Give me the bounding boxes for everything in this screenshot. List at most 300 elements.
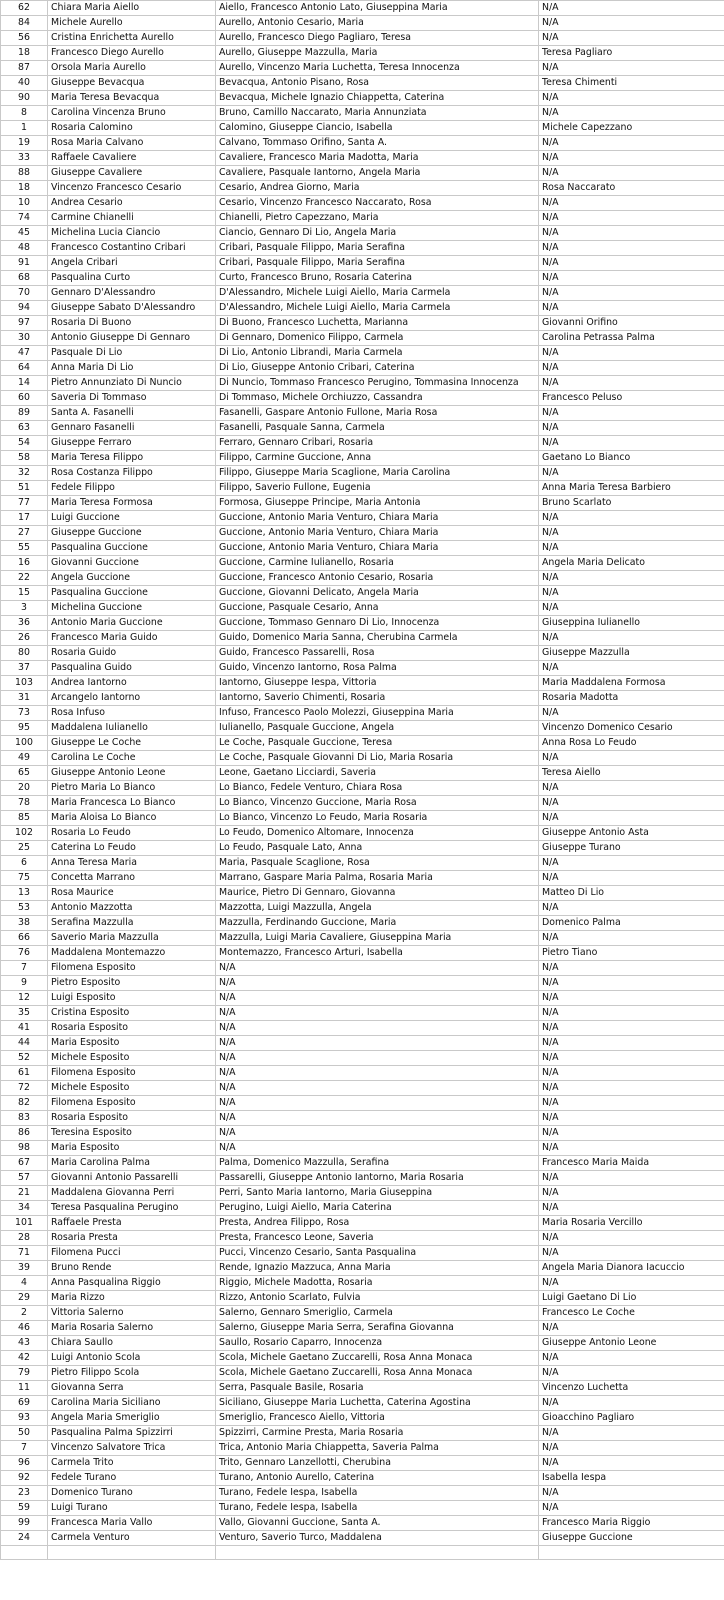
id-cell[interactable]: 74 (1, 211, 48, 226)
id-cell[interactable]: 50 (1, 1426, 48, 1441)
spouse-cell[interactable]: Francesco Peluso (539, 391, 724, 406)
id-cell[interactable]: 94 (1, 301, 48, 316)
id-cell[interactable]: 23 (1, 1486, 48, 1501)
name-cell[interactable]: Andrea Cesario (48, 196, 216, 211)
parents-cell[interactable]: N/A (216, 1051, 539, 1066)
name-cell[interactable]: Filomena Pucci (48, 1246, 216, 1261)
name-cell[interactable]: Rosa Maria Calvano (48, 136, 216, 151)
parents-cell[interactable]: Vallo, Giovanni Guccione, Santa A. (216, 1516, 539, 1531)
id-cell[interactable]: 7 (1, 961, 48, 976)
spouse-cell[interactable]: N/A (539, 976, 724, 991)
parents-cell[interactable]: Cribari, Pasquale Filippo, Maria Serafina (216, 256, 539, 271)
parents-cell[interactable]: Guccione, Antonio Maria Venturo, Chiara Maria (216, 541, 539, 556)
name-cell[interactable]: Pasqualina Guccione (48, 541, 216, 556)
name-cell[interactable]: Serafina Mazzulla (48, 916, 216, 931)
name-cell[interactable]: Luigi Esposito (48, 991, 216, 1006)
spouse-cell[interactable]: N/A (539, 61, 724, 76)
id-cell[interactable]: 84 (1, 16, 48, 31)
spouse-cell[interactable]: N/A (539, 1486, 724, 1501)
id-cell[interactable]: 101 (1, 1216, 48, 1231)
parents-cell[interactable]: Pucci, Vincenzo Cesario, Santa Pasqualina (216, 1246, 539, 1261)
parents-cell[interactable]: Guccione, Pasquale Cesario, Anna (216, 601, 539, 616)
name-cell[interactable]: Maddalena Iulianello (48, 721, 216, 736)
id-cell[interactable]: 71 (1, 1246, 48, 1261)
parents-cell[interactable]: Presta, Francesco Leone, Saveria (216, 1231, 539, 1246)
id-cell[interactable]: 56 (1, 31, 48, 46)
id-cell[interactable]: 99 (1, 1516, 48, 1531)
spouse-cell[interactable]: N/A (539, 361, 724, 376)
spouse-cell[interactable]: N/A (539, 1171, 724, 1186)
spouse-cell[interactable]: N/A (539, 271, 724, 286)
id-cell[interactable]: 14 (1, 376, 48, 391)
id-cell[interactable]: 70 (1, 286, 48, 301)
parents-cell[interactable]: N/A (216, 1111, 539, 1126)
name-cell[interactable]: Maria Rosaria Salerno (48, 1321, 216, 1336)
id-cell[interactable]: 18 (1, 181, 48, 196)
name-cell[interactable]: Vittoria Salerno (48, 1306, 216, 1321)
spouse-cell[interactable]: N/A (539, 286, 724, 301)
id-cell[interactable]: 59 (1, 1501, 48, 1516)
parents-cell[interactable]: Lo Feudo, Domenico Altomare, Innocenza (216, 826, 539, 841)
name-cell[interactable]: Giuseppe Ferraro (48, 436, 216, 451)
name-cell[interactable]: Anna Teresa Maria (48, 856, 216, 871)
spouse-cell[interactable]: N/A (539, 151, 724, 166)
id-cell[interactable]: 76 (1, 946, 48, 961)
name-cell[interactable]: Pasqualina Palma Spizzirri (48, 1426, 216, 1441)
spouse-cell[interactable]: Giuseppe Turano (539, 841, 724, 856)
name-cell[interactable]: Chiara Maria Aiello (48, 1, 216, 16)
parents-cell[interactable]: N/A (216, 1096, 539, 1111)
name-cell[interactable]: Maria Teresa Filippo (48, 451, 216, 466)
spouse-cell[interactable]: Isabella Iespa (539, 1471, 724, 1486)
name-cell[interactable]: Michele Aurello (48, 16, 216, 31)
spouse-cell[interactable]: N/A (539, 1036, 724, 1051)
id-cell[interactable]: 42 (1, 1351, 48, 1366)
spouse-cell[interactable]: N/A (539, 1111, 724, 1126)
spouse-cell[interactable]: N/A (539, 571, 724, 586)
id-cell[interactable]: 15 (1, 586, 48, 601)
spouse-cell[interactable]: N/A (539, 871, 724, 886)
spouse-cell[interactable]: Matteo Di Lio (539, 886, 724, 901)
spouse-cell[interactable]: Anna Rosa Lo Feudo (539, 736, 724, 751)
spouse-cell[interactable]: N/A (539, 856, 724, 871)
name-cell[interactable]: Rosaria Guido (48, 646, 216, 661)
parents-cell[interactable]: Trica, Antonio Maria Chiappetta, Saveria Palma (216, 1441, 539, 1456)
id-cell[interactable]: 100 (1, 736, 48, 751)
spouse-cell[interactable]: Giuseppina Iulianello (539, 616, 724, 631)
spouse-cell[interactable]: N/A (539, 1021, 724, 1036)
parents-cell[interactable]: Aurello, Francesco Diego Pagliaro, Teresa (216, 31, 539, 46)
id-cell[interactable]: 4 (1, 1276, 48, 1291)
parents-cell[interactable]: Fasanelli, Gaspare Antonio Fullone, Maria Rosa (216, 406, 539, 421)
parents-cell[interactable]: Perugino, Luigi Aiello, Maria Caterina (216, 1201, 539, 1216)
parents-cell[interactable]: N/A (216, 1021, 539, 1036)
parents-cell[interactable]: Di Tommaso, Michele Orchiuzzo, Cassandra (216, 391, 539, 406)
id-cell[interactable]: 31 (1, 691, 48, 706)
parents-cell[interactable]: Iulianello, Pasquale Guccione, Angela (216, 721, 539, 736)
parents-cell[interactable]: Formosa, Giuseppe Principe, Maria Antonia (216, 496, 539, 511)
name-cell[interactable]: Raffaele Cavaliere (48, 151, 216, 166)
spouse-cell[interactable]: N/A (539, 136, 724, 151)
spouse-cell[interactable] (539, 1546, 724, 1560)
id-cell[interactable]: 64 (1, 361, 48, 376)
spouse-cell[interactable]: Giuseppe Antonio Asta (539, 826, 724, 841)
name-cell[interactable]: Rosaria Esposito (48, 1111, 216, 1126)
id-cell[interactable]: 102 (1, 826, 48, 841)
parents-cell[interactable]: Siciliano, Giuseppe Maria Luchetta, Caterina Agostina (216, 1396, 539, 1411)
parents-cell[interactable]: Venturo, Saverio Turco, Maddalena (216, 1531, 539, 1546)
spouse-cell[interactable]: Angela Maria Delicato (539, 556, 724, 571)
id-cell[interactable]: 25 (1, 841, 48, 856)
id-cell[interactable]: 98 (1, 1141, 48, 1156)
name-cell[interactable]: Maddalena Montemazzo (48, 946, 216, 961)
spouse-cell[interactable]: Teresa Aiello (539, 766, 724, 781)
parents-cell[interactable]: Di Buono, Francesco Luchetta, Marianna (216, 316, 539, 331)
parents-cell[interactable]: Leone, Gaetano Licciardi, Saveria (216, 766, 539, 781)
name-cell[interactable]: Rosaria Esposito (48, 1021, 216, 1036)
spouse-cell[interactable]: Pietro Tiano (539, 946, 724, 961)
spouse-cell[interactable]: N/A (539, 1126, 724, 1141)
name-cell[interactable]: Saverio Maria Mazzulla (48, 931, 216, 946)
parents-cell[interactable]: Chianelli, Pietro Capezzano, Maria (216, 211, 539, 226)
name-cell[interactable]: Giuseppe Guccione (48, 526, 216, 541)
name-cell[interactable]: Michele Esposito (48, 1081, 216, 1096)
spouse-cell[interactable]: N/A (539, 1201, 724, 1216)
parents-cell[interactable]: N/A (216, 1006, 539, 1021)
name-cell[interactable]: Pasqualina Curto (48, 271, 216, 286)
id-cell[interactable]: 30 (1, 331, 48, 346)
parents-cell[interactable]: Le Coche, Pasquale Guccione, Teresa (216, 736, 539, 751)
spouse-cell[interactable]: N/A (539, 1231, 724, 1246)
id-cell[interactable]: 57 (1, 1171, 48, 1186)
parents-cell[interactable]: Ferraro, Gennaro Cribari, Rosaria (216, 436, 539, 451)
spouse-cell[interactable]: Giuseppe Guccione (539, 1531, 724, 1546)
id-cell[interactable]: 77 (1, 496, 48, 511)
name-cell[interactable]: Chiara Saullo (48, 1336, 216, 1351)
name-cell[interactable]: Michelina Lucia Ciancio (48, 226, 216, 241)
id-cell[interactable]: 3 (1, 601, 48, 616)
id-cell[interactable]: 51 (1, 481, 48, 496)
name-cell[interactable]: Giuseppe Cavaliere (48, 166, 216, 181)
parents-cell[interactable]: Cesario, Andrea Giorno, Maria (216, 181, 539, 196)
parents-cell[interactable]: Cesario, Vincenzo Francesco Naccarato, Rosa (216, 196, 539, 211)
id-cell[interactable]: 39 (1, 1261, 48, 1276)
spouse-cell[interactable]: Francesco Maria Riggio (539, 1516, 724, 1531)
parents-cell[interactable]: Guido, Vincenzo Iantorno, Rosa Palma (216, 661, 539, 676)
parents-cell[interactable]: Turano, Antonio Aurello, Caterina (216, 1471, 539, 1486)
name-cell[interactable]: Arcangelo Iantorno (48, 691, 216, 706)
spouse-cell[interactable]: N/A (539, 16, 724, 31)
id-cell[interactable]: 80 (1, 646, 48, 661)
name-cell[interactable]: Maria Aloisa Lo Bianco (48, 811, 216, 826)
parents-cell[interactable]: Guccione, Antonio Maria Venturo, Chiara Maria (216, 526, 539, 541)
spouse-cell[interactable]: Maria Rosaria Vercillo (539, 1216, 724, 1231)
id-cell[interactable]: 8 (1, 106, 48, 121)
id-cell[interactable]: 37 (1, 661, 48, 676)
parents-cell[interactable]: Turano, Fedele Iespa, Isabella (216, 1501, 539, 1516)
spouse-cell[interactable]: N/A (539, 1456, 724, 1471)
name-cell[interactable]: Bruno Rende (48, 1261, 216, 1276)
name-cell[interactable]: Giovanna Serra (48, 1381, 216, 1396)
spouse-cell[interactable]: Rosaria Madotta (539, 691, 724, 706)
spouse-cell[interactable]: Maria Maddalena Formosa (539, 676, 724, 691)
spouse-cell[interactable]: N/A (539, 166, 724, 181)
id-cell[interactable]: 26 (1, 631, 48, 646)
parents-cell[interactable]: D'Alessandro, Michele Luigi Aiello, Maria Carmela (216, 286, 539, 301)
spouse-cell[interactable]: N/A (539, 91, 724, 106)
name-cell[interactable]: Anna Pasqualina Riggio (48, 1276, 216, 1291)
id-cell[interactable]: 87 (1, 61, 48, 76)
spouse-cell[interactable]: Teresa Chimenti (539, 76, 724, 91)
spouse-cell[interactable]: N/A (539, 1366, 724, 1381)
parents-cell[interactable]: Perri, Santo Maria Iantorno, Maria Giuseppina (216, 1186, 539, 1201)
parents-cell[interactable]: Lo Bianco, Vincenzo Guccione, Maria Rosa (216, 796, 539, 811)
name-cell[interactable]: Carolina Le Coche (48, 751, 216, 766)
spouse-cell[interactable]: N/A (539, 961, 724, 976)
spouse-cell[interactable]: Gaetano Lo Bianco (539, 451, 724, 466)
spouse-cell[interactable]: N/A (539, 466, 724, 481)
name-cell[interactable]: Antonio Mazzotta (48, 901, 216, 916)
id-cell[interactable]: 6 (1, 856, 48, 871)
name-cell[interactable]: Luigi Guccione (48, 511, 216, 526)
spouse-cell[interactable]: N/A (539, 526, 724, 541)
parents-cell[interactable]: Saullo, Rosario Caparro, Innocenza (216, 1336, 539, 1351)
id-cell[interactable]: 88 (1, 166, 48, 181)
parents-cell[interactable]: N/A (216, 961, 539, 976)
name-cell[interactable]: Anna Maria Di Lio (48, 361, 216, 376)
name-cell[interactable]: Orsola Maria Aurello (48, 61, 216, 76)
parents-cell[interactable]: Calomino, Giuseppe Ciancio, Isabella (216, 121, 539, 136)
id-cell[interactable]: 83 (1, 1111, 48, 1126)
spouse-cell[interactable]: Teresa Pagliaro (539, 46, 724, 61)
id-cell[interactable]: 103 (1, 676, 48, 691)
spouse-cell[interactable]: N/A (539, 1141, 724, 1156)
id-cell[interactable]: 34 (1, 1201, 48, 1216)
parents-cell[interactable]: N/A (216, 1066, 539, 1081)
id-cell[interactable]: 91 (1, 256, 48, 271)
parents-cell[interactable]: Palma, Domenico Mazzulla, Serafina (216, 1156, 539, 1171)
parents-cell[interactable]: Aurello, Giuseppe Mazzulla, Maria (216, 46, 539, 61)
parents-cell[interactable]: Di Gennaro, Domenico Filippo, Carmela (216, 331, 539, 346)
name-cell[interactable]: Rosaria Lo Feudo (48, 826, 216, 841)
spouse-cell[interactable]: Francesco Maria Maida (539, 1156, 724, 1171)
spouse-cell[interactable]: N/A (539, 1051, 724, 1066)
id-cell[interactable]: 73 (1, 706, 48, 721)
spouse-cell[interactable]: N/A (539, 1, 724, 16)
id-cell[interactable]: 54 (1, 436, 48, 451)
parents-cell[interactable]: Smeriglio, Francesco Aiello, Vittoria (216, 1411, 539, 1426)
parents-cell[interactable]: N/A (216, 1036, 539, 1051)
parents-cell[interactable]: Bevacqua, Antonio Pisano, Rosa (216, 76, 539, 91)
spouse-cell[interactable]: N/A (539, 106, 724, 121)
name-cell[interactable]: Rosaria Di Buono (48, 316, 216, 331)
parents-cell[interactable]: Mazzulla, Luigi Maria Cavaliere, Giuseppina Maria (216, 931, 539, 946)
name-cell[interactable]: Andrea Iantorno (48, 676, 216, 691)
parents-cell[interactable]: N/A (216, 1141, 539, 1156)
name-cell[interactable]: Giuseppe Bevacqua (48, 76, 216, 91)
id-cell[interactable]: 32 (1, 466, 48, 481)
id-cell[interactable]: 92 (1, 1471, 48, 1486)
id-cell[interactable]: 90 (1, 91, 48, 106)
name-cell[interactable]: Teresa Pasqualina Perugino (48, 1201, 216, 1216)
spouse-cell[interactable]: N/A (539, 781, 724, 796)
name-cell[interactable]: Vincenzo Francesco Cesario (48, 181, 216, 196)
parents-cell[interactable]: Di Lio, Antonio Librandi, Maria Carmela (216, 346, 539, 361)
parents-cell[interactable]: Bevacqua, Michele Ignazio Chiappetta, Caterina (216, 91, 539, 106)
parents-cell[interactable]: Aurello, Antonio Cesario, Maria (216, 16, 539, 31)
id-cell[interactable]: 38 (1, 916, 48, 931)
name-cell[interactable]: Filomena Esposito (48, 1096, 216, 1111)
id-cell[interactable]: 36 (1, 616, 48, 631)
spouse-cell[interactable]: N/A (539, 511, 724, 526)
id-cell[interactable]: 79 (1, 1366, 48, 1381)
spouse-cell[interactable]: Angela Maria Dianora Iacuccio (539, 1261, 724, 1276)
name-cell[interactable]: Caterina Lo Feudo (48, 841, 216, 856)
spouse-cell[interactable]: N/A (539, 796, 724, 811)
parents-cell[interactable]: Salerno, Gennaro Smeriglio, Carmela (216, 1306, 539, 1321)
parents-cell[interactable]: Mazzotta, Luigi Mazzulla, Angela (216, 901, 539, 916)
spouse-cell[interactable]: Carolina Petrassa Palma (539, 331, 724, 346)
name-cell[interactable]: Angela Cribari (48, 256, 216, 271)
spouse-cell[interactable]: N/A (539, 1186, 724, 1201)
name-cell[interactable]: Francesca Maria Vallo (48, 1516, 216, 1531)
name-cell[interactable]: Pasqualina Guccione (48, 586, 216, 601)
id-cell[interactable]: 47 (1, 346, 48, 361)
spouse-cell[interactable]: Giuseppe Antonio Leone (539, 1336, 724, 1351)
id-cell[interactable]: 46 (1, 1321, 48, 1336)
spouse-cell[interactable]: N/A (539, 991, 724, 1006)
id-cell[interactable]: 11 (1, 1381, 48, 1396)
name-cell[interactable]: Carmine Chianelli (48, 211, 216, 226)
parents-cell[interactable] (216, 1546, 539, 1560)
name-cell[interactable]: Rosa Infuso (48, 706, 216, 721)
parents-cell[interactable]: Guccione, Tommaso Gennaro Di Lio, Innocenza (216, 616, 539, 631)
spouse-cell[interactable]: N/A (539, 1351, 724, 1366)
name-cell[interactable]: Saveria Di Tommaso (48, 391, 216, 406)
name-cell[interactable]: Vincenzo Salvatore Trica (48, 1441, 216, 1456)
name-cell[interactable]: Maria Rizzo (48, 1291, 216, 1306)
name-cell[interactable]: Concetta Marrano (48, 871, 216, 886)
spouse-cell[interactable]: N/A (539, 751, 724, 766)
parents-cell[interactable]: Iantorno, Saverio Chimenti, Rosaria (216, 691, 539, 706)
name-cell[interactable]: Luigi Turano (48, 1501, 216, 1516)
name-cell[interactable]: Pietro Filippo Scola (48, 1366, 216, 1381)
name-cell[interactable]: Maria Francesca Lo Bianco (48, 796, 216, 811)
parents-cell[interactable]: Mazzulla, Ferdinando Guccione, Maria (216, 916, 539, 931)
name-cell[interactable]: Carmela Trito (48, 1456, 216, 1471)
id-cell[interactable]: 16 (1, 556, 48, 571)
name-cell[interactable]: Cristina Esposito (48, 1006, 216, 1021)
parents-cell[interactable]: Montemazzo, Francesco Arturi, Isabella (216, 946, 539, 961)
spouse-cell[interactable]: Vincenzo Domenico Cesario (539, 721, 724, 736)
name-cell[interactable]: Pietro Annunziato Di Nuncio (48, 376, 216, 391)
id-cell[interactable]: 27 (1, 526, 48, 541)
parents-cell[interactable]: Marrano, Gaspare Maria Palma, Rosaria Maria (216, 871, 539, 886)
parents-cell[interactable]: Trito, Gennaro Lanzellotti, Cherubina (216, 1456, 539, 1471)
id-cell[interactable]: 89 (1, 406, 48, 421)
id-cell[interactable]: 9 (1, 976, 48, 991)
spouse-cell[interactable]: N/A (539, 241, 724, 256)
spouse-cell[interactable]: N/A (539, 421, 724, 436)
spouse-cell[interactable]: N/A (539, 1426, 724, 1441)
name-cell[interactable]: Pasquale Di Lio (48, 346, 216, 361)
id-cell[interactable]: 96 (1, 1456, 48, 1471)
name-cell[interactable]: Giovanni Guccione (48, 556, 216, 571)
id-cell[interactable]: 68 (1, 271, 48, 286)
name-cell[interactable]: Rosaria Presta (48, 1231, 216, 1246)
spouse-cell[interactable]: N/A (539, 31, 724, 46)
spouse-cell[interactable]: N/A (539, 226, 724, 241)
name-cell[interactable]: Pasqualina Guido (48, 661, 216, 676)
spouse-cell[interactable]: N/A (539, 256, 724, 271)
id-cell[interactable]: 66 (1, 931, 48, 946)
id-cell[interactable]: 95 (1, 721, 48, 736)
id-cell[interactable]: 40 (1, 76, 48, 91)
parents-cell[interactable]: Maurice, Pietro Di Gennaro, Giovanna (216, 886, 539, 901)
id-cell[interactable]: 12 (1, 991, 48, 1006)
name-cell[interactable]: Raffaele Presta (48, 1216, 216, 1231)
parents-cell[interactable]: Bruno, Camillo Naccarato, Maria Annunziata (216, 106, 539, 121)
id-cell[interactable]: 93 (1, 1411, 48, 1426)
parents-cell[interactable]: Cavaliere, Francesco Maria Madotta, Maria (216, 151, 539, 166)
name-cell[interactable]: Maria Esposito (48, 1141, 216, 1156)
parents-cell[interactable]: N/A (216, 1126, 539, 1141)
id-cell[interactable]: 60 (1, 391, 48, 406)
name-cell[interactable]: Angela Maria Smeriglio (48, 1411, 216, 1426)
name-cell[interactable]: Luigi Antonio Scola (48, 1351, 216, 1366)
id-cell[interactable]: 22 (1, 571, 48, 586)
id-cell[interactable]: 24 (1, 1531, 48, 1546)
spouse-cell[interactable]: N/A (539, 931, 724, 946)
spouse-cell[interactable]: N/A (539, 346, 724, 361)
parents-cell[interactable]: Guido, Domenico Maria Sanna, Cherubina Carmela (216, 631, 539, 646)
parents-cell[interactable]: Serra, Pasquale Basile, Rosaria (216, 1381, 539, 1396)
parents-cell[interactable]: D'Alessandro, Michele Luigi Aiello, Maria Carmela (216, 301, 539, 316)
spouse-cell[interactable]: N/A (539, 1501, 724, 1516)
name-cell[interactable]: Angela Guccione (48, 571, 216, 586)
parents-cell[interactable]: Rende, Ignazio Mazzuca, Anna Maria (216, 1261, 539, 1276)
spouse-cell[interactable]: N/A (539, 811, 724, 826)
spouse-cell[interactable]: N/A (539, 211, 724, 226)
parents-cell[interactable]: Guido, Francesco Passarelli, Rosa (216, 646, 539, 661)
name-cell[interactable]: Giovanni Antonio Passarelli (48, 1171, 216, 1186)
id-cell[interactable]: 52 (1, 1051, 48, 1066)
spouse-cell[interactable]: N/A (539, 586, 724, 601)
id-cell[interactable]: 28 (1, 1231, 48, 1246)
name-cell[interactable]: Santa A. Fasanelli (48, 406, 216, 421)
id-cell[interactable]: 85 (1, 811, 48, 826)
name-cell[interactable]: Maria Teresa Formosa (48, 496, 216, 511)
spouse-cell[interactable]: N/A (539, 631, 724, 646)
name-cell[interactable]: Pietro Maria Lo Bianco (48, 781, 216, 796)
parents-cell[interactable]: Scola, Michele Gaetano Zuccarelli, Rosa Anna Monaca (216, 1366, 539, 1381)
id-cell[interactable]: 43 (1, 1336, 48, 1351)
spouse-cell[interactable]: Michele Capezzano (539, 121, 724, 136)
id-cell[interactable]: 44 (1, 1036, 48, 1051)
spouse-cell[interactable]: N/A (539, 301, 724, 316)
spouse-cell[interactable]: Gioacchino Pagliaro (539, 1411, 724, 1426)
spouse-cell[interactable]: N/A (539, 1441, 724, 1456)
name-cell[interactable]: Cristina Enrichetta Aurello (48, 31, 216, 46)
name-cell[interactable]: Rosa Maurice (48, 886, 216, 901)
id-cell[interactable]: 18 (1, 46, 48, 61)
spouse-cell[interactable]: Vincenzo Luchetta (539, 1381, 724, 1396)
id-cell[interactable]: 69 (1, 1396, 48, 1411)
spouse-cell[interactable]: Luigi Gaetano Di Lio (539, 1291, 724, 1306)
name-cell[interactable]: Maria Carolina Palma (48, 1156, 216, 1171)
id-cell[interactable]: 33 (1, 151, 48, 166)
id-cell[interactable]: 7 (1, 1441, 48, 1456)
